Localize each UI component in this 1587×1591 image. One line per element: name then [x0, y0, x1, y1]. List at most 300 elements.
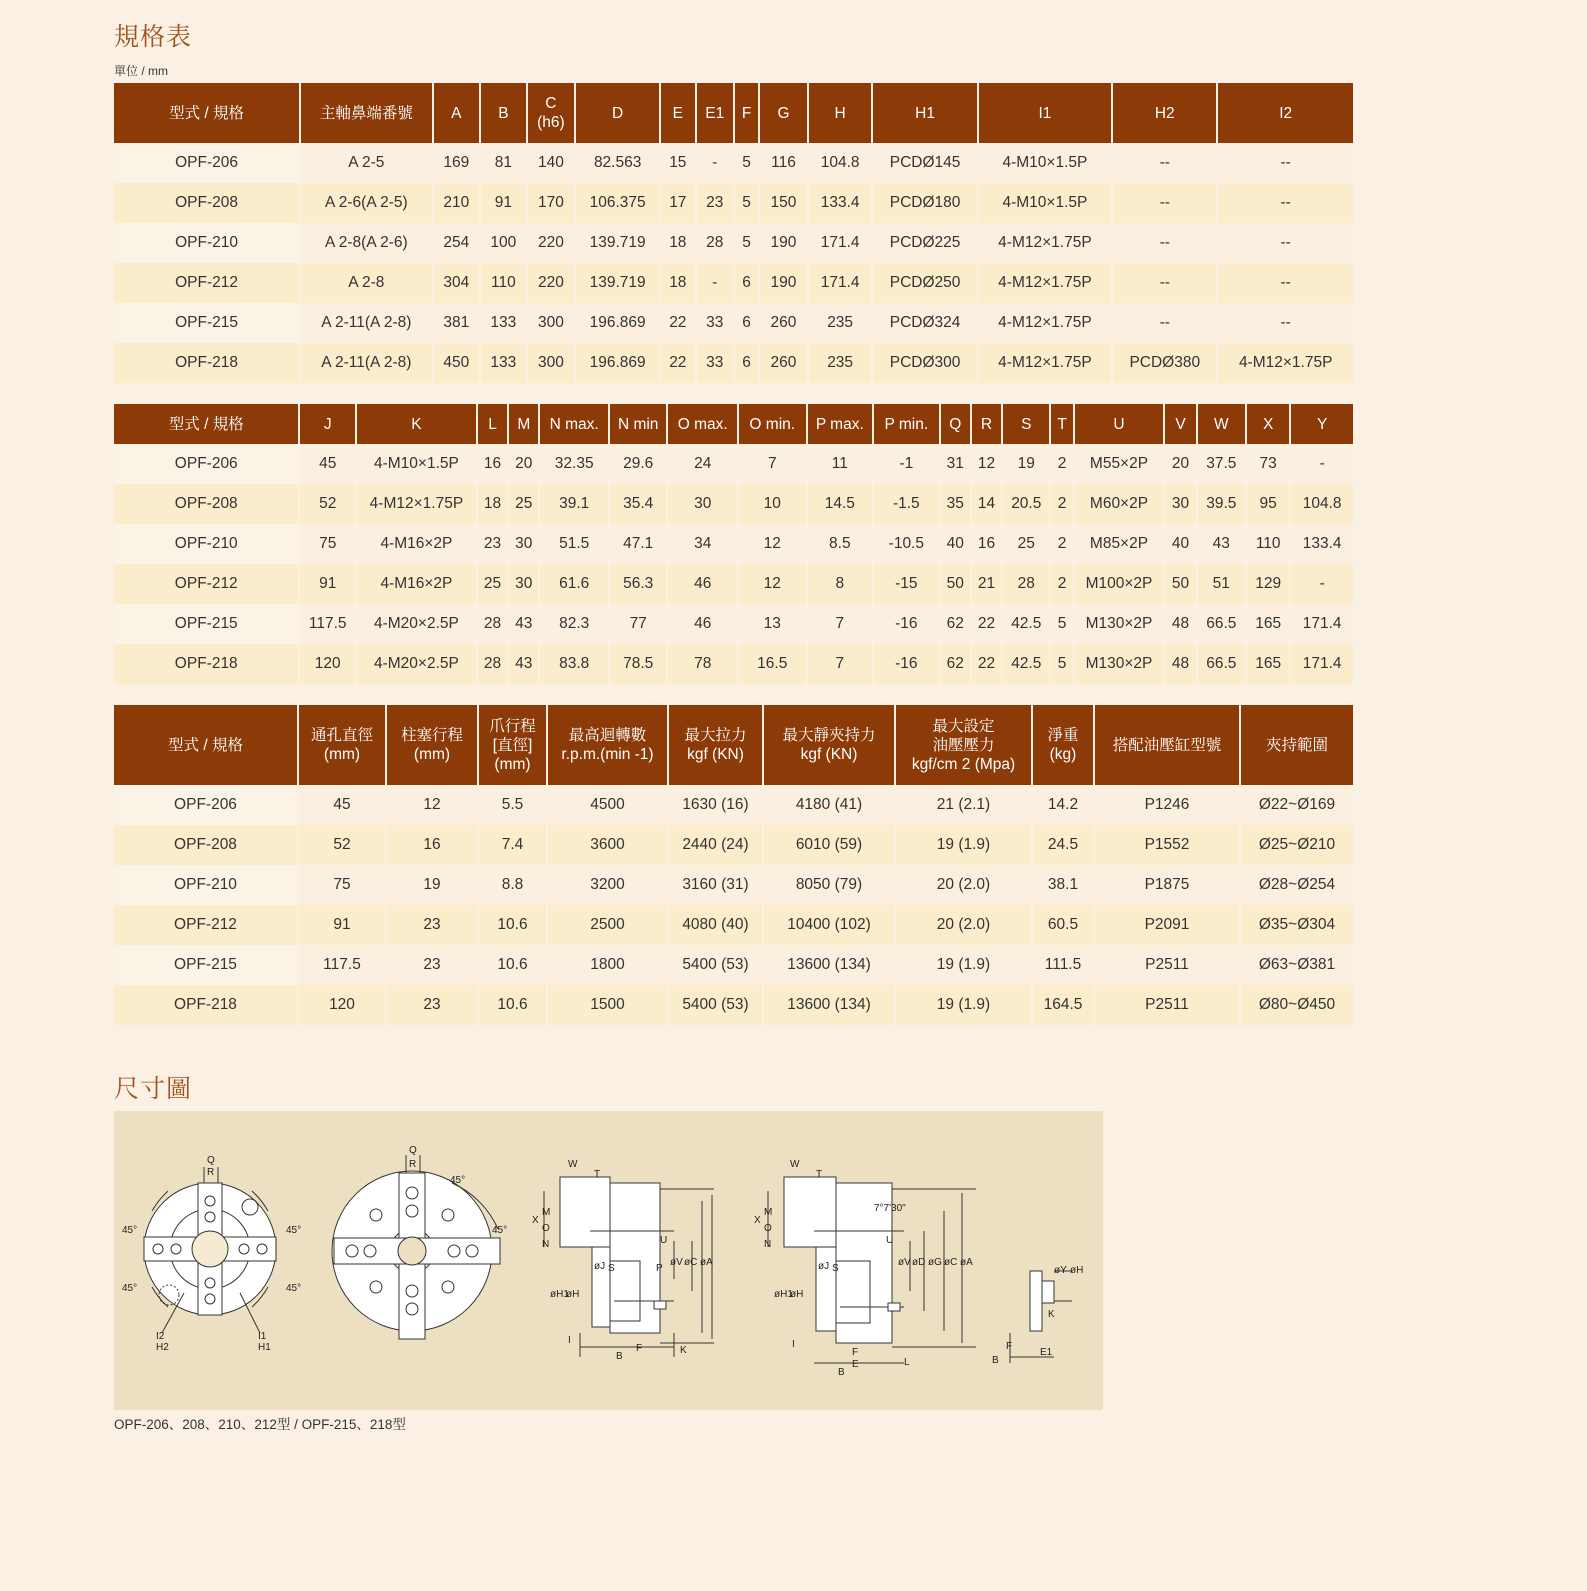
table-cell: 32.35	[539, 444, 609, 484]
table-cell: 8.8	[478, 865, 547, 905]
table-cell: PCDØ300	[872, 343, 977, 383]
table-row	[114, 223, 1353, 263]
table-cell: 5	[734, 143, 759, 183]
table-cell: 210	[433, 183, 481, 223]
column-header: 主軸鼻端番號	[300, 83, 432, 143]
table-cell: 22	[660, 343, 695, 383]
table-cell: 8	[807, 564, 874, 604]
diagram-label-h1d: øH1	[550, 1289, 569, 1300]
table-cell: 10	[738, 484, 807, 524]
diagram-label-w: W	[568, 1159, 578, 1170]
model-cell: OPF-218	[114, 985, 298, 1025]
table-cell: P1246	[1094, 785, 1240, 825]
table-cell: A 2-8(A 2-6)	[300, 223, 432, 263]
table-cell: 300	[527, 343, 576, 383]
model-cell: OPF-208	[114, 484, 299, 524]
table-cell: 78	[667, 644, 738, 684]
table-cell: 5	[734, 183, 759, 223]
table-cell: 4-M12×1.75P	[978, 343, 1113, 383]
table-cell: 23	[386, 985, 478, 1025]
column-header: P max.	[807, 404, 874, 444]
table-cell: 260	[759, 303, 808, 343]
table-cell: 117.5	[298, 945, 386, 985]
table-cell: Ø80~Ø450	[1240, 985, 1353, 1025]
diagram-label-s: S	[608, 1263, 615, 1274]
table-cell: 220	[527, 263, 576, 303]
column-header: 型式 / 規格	[114, 83, 300, 143]
table-cell: 95	[1246, 484, 1290, 524]
table-cell: 4-M20×2.5P	[356, 644, 477, 684]
column-header: Y	[1290, 404, 1353, 444]
model-cell: OPF-206	[114, 444, 299, 484]
column-header: 最大設定 油壓壓力 kgf/cm 2 (Mpa)	[895, 705, 1032, 785]
table-cell: 5	[1050, 604, 1073, 644]
model-cell: OPF-206	[114, 785, 298, 825]
table-cell: 4-M16×2P	[356, 564, 477, 604]
column-header: M	[508, 404, 539, 444]
table-cell: 6	[734, 263, 759, 303]
table-cell: 19 (1.9)	[895, 825, 1032, 865]
diagram-label-t: T	[816, 1169, 823, 1180]
table-cell: Ø35~Ø304	[1240, 905, 1353, 945]
table-cell: 50	[1164, 564, 1196, 604]
table-cell: 13600 (134)	[763, 985, 895, 1025]
table-cell: 254	[433, 223, 481, 263]
table-cell: 51	[1197, 564, 1246, 604]
diagram-label-i: I	[792, 1339, 795, 1350]
model-cell: OPF-208	[114, 183, 300, 223]
column-header: O min.	[738, 404, 807, 444]
table-cell: 2	[1050, 484, 1073, 524]
table-cell: 164.5	[1032, 985, 1094, 1025]
diagram-label-a: øA	[960, 1257, 973, 1268]
table-cell: 8050 (79)	[763, 865, 895, 905]
diagram-label-o: O	[764, 1223, 772, 1234]
table-cell: 110	[480, 263, 527, 303]
table-cell: 5.5	[478, 785, 547, 825]
table-cell: 78.5	[609, 644, 667, 684]
table-cell: PCDØ145	[872, 143, 977, 183]
table-cell: 4-M12×1.75P	[978, 263, 1113, 303]
model-cell: OPF-210	[114, 524, 299, 564]
model-cell: OPF-218	[114, 644, 299, 684]
column-header: H2	[1112, 83, 1217, 143]
diagram-label-b: B	[616, 1351, 623, 1362]
diagram-label-x: X	[754, 1215, 761, 1226]
table-cell: 39.1	[539, 484, 609, 524]
table-cell: 4-M16×2P	[356, 524, 477, 564]
table-cell: 60.5	[1032, 905, 1094, 945]
table-cell: 48	[1164, 644, 1196, 684]
table-cell: 73	[1246, 444, 1290, 484]
table-cell: 104.8	[808, 143, 873, 183]
table-cell: 260	[759, 343, 808, 383]
table-cell: 30	[667, 484, 738, 524]
table-cell: 2	[1050, 524, 1073, 564]
table-cell: Ø25~Ø210	[1240, 825, 1353, 865]
table-cell: Ø22~Ø169	[1240, 785, 1353, 825]
table-cell: -16	[873, 604, 940, 644]
table-cell: 25	[477, 564, 508, 604]
table-cell: 17	[660, 183, 695, 223]
table-cell: 23	[696, 183, 734, 223]
table-cell: 3600	[547, 825, 668, 865]
table-cell: PCDØ324	[872, 303, 977, 343]
table-cell: 117.5	[299, 604, 355, 644]
table-cell: 190	[759, 263, 808, 303]
table-cell: 2	[1050, 444, 1073, 484]
table-cell: 43	[1197, 524, 1246, 564]
table-cell: 133.4	[1290, 524, 1353, 564]
table-cell: 24	[667, 444, 738, 484]
table-cell: -	[696, 143, 734, 183]
column-header: 柱塞行程 (mm)	[386, 705, 478, 785]
table-cell: 4080 (40)	[668, 905, 763, 945]
table-cell: 4-M12×1.75P	[356, 484, 477, 524]
table-row	[114, 865, 1353, 905]
table-cell: 381	[433, 303, 481, 343]
table-cell: 165	[1246, 604, 1290, 644]
table-cell: -	[1290, 564, 1353, 604]
column-header: J	[299, 404, 355, 444]
column-header: D	[575, 83, 660, 143]
table-cell: 20.5	[1002, 484, 1050, 524]
table-cell: -	[696, 263, 734, 303]
table-cell: 91	[480, 183, 527, 223]
table-cell: PCDØ250	[872, 263, 977, 303]
table-cell: 20	[508, 444, 539, 484]
table-cell: 133	[480, 303, 527, 343]
table-cell: PCDØ180	[872, 183, 977, 223]
table-cell: PCDØ225	[872, 223, 977, 263]
table-cell: 13	[738, 604, 807, 644]
table-cell: 38.1	[1032, 865, 1094, 905]
table-cell: 19	[1002, 444, 1050, 484]
column-header: A	[433, 83, 481, 143]
column-header: 最大靜夾持力 kgf (KN)	[763, 705, 895, 785]
column-header: I1	[978, 83, 1113, 143]
column-header: V	[1164, 404, 1196, 444]
column-header: O max.	[667, 404, 738, 444]
model-cell: OPF-206	[114, 143, 300, 183]
table-cell: 10.6	[478, 985, 547, 1025]
table-cell: 2500	[547, 905, 668, 945]
diagram-label-l: L	[904, 1357, 910, 1368]
dimension-title: 尺寸圖	[114, 1074, 193, 1103]
table-cell: 56.3	[609, 564, 667, 604]
column-header: 淨重 (kg)	[1032, 705, 1094, 785]
column-header: T	[1050, 404, 1073, 444]
diagram-label-x: X	[532, 1215, 539, 1226]
table-row	[114, 644, 1353, 684]
table-header-row	[114, 83, 1353, 143]
table-cell: 11	[807, 444, 874, 484]
table-cell: 4-M20×2.5P	[356, 604, 477, 644]
table-cell: 169	[433, 143, 481, 183]
table-cell: 196.869	[575, 303, 660, 343]
table-cell: 4-M12×1.75P	[978, 303, 1113, 343]
diagram-label-e1: E1	[1040, 1347, 1053, 1358]
table-cell: P2511	[1094, 945, 1240, 985]
table-cell: 62	[940, 604, 971, 644]
diagram-label-deg45: 45°	[122, 1283, 138, 1294]
diagram-label-r: R	[207, 1167, 215, 1178]
spec-title: 規格表	[114, 22, 193, 51]
table-cell: 42.5	[1002, 604, 1050, 644]
diagram-label-k: K	[680, 1345, 687, 1356]
table-cell: -	[1290, 444, 1353, 484]
table-cell: 5	[1050, 644, 1073, 684]
table-cell: 82.3	[539, 604, 609, 644]
table-cell: 75	[298, 865, 386, 905]
diagram-label-t: T	[594, 1169, 601, 1180]
table-cell: 220	[527, 223, 576, 263]
table-header-row	[114, 404, 1353, 444]
table-cell: 50	[940, 564, 971, 604]
table-cell: 83.8	[539, 644, 609, 684]
diagram-label-c: øC	[684, 1257, 698, 1268]
diagram-label-hd: øH	[566, 1289, 580, 1300]
diagram-label-e: E	[852, 1359, 859, 1370]
table-row	[114, 143, 1353, 183]
table-cell: 39.5	[1197, 484, 1246, 524]
column-header: U	[1074, 404, 1165, 444]
diagram-label-hd: øH	[1070, 1265, 1084, 1276]
table-cell: 28	[696, 223, 734, 263]
table-cell: 25	[1002, 524, 1050, 564]
dimension-drawing-svg	[114, 1111, 1103, 1410]
diagram-label-o: O	[542, 1223, 550, 1234]
table-cell: 4-M10×1.5P	[978, 143, 1113, 183]
table-cell: 7	[738, 444, 807, 484]
table-cell: 91	[299, 564, 355, 604]
table-cell: 16.5	[738, 644, 807, 684]
column-header: H1	[872, 83, 977, 143]
table-cell: 20 (2.0)	[895, 905, 1032, 945]
diagram-label-h1: H1	[258, 1342, 271, 1353]
table-cell: 129	[1246, 564, 1290, 604]
table-cell: 4500	[547, 785, 668, 825]
table-cell: A 2-11(A 2-8)	[300, 303, 432, 343]
table-cell: 34	[667, 524, 738, 564]
table-cell: 3200	[547, 865, 668, 905]
table-cell: 62	[940, 644, 971, 684]
model-cell: OPF-218	[114, 343, 300, 383]
table-cell: 171.4	[1290, 644, 1353, 684]
table-cell: 120	[299, 644, 355, 684]
table-cell: -1	[873, 444, 940, 484]
table-cell: 2440 (24)	[668, 825, 763, 865]
table-cell: 82.563	[575, 143, 660, 183]
table-cell: 43	[508, 644, 539, 684]
table-cell: 46	[667, 604, 738, 644]
table-cell: 12	[971, 444, 1002, 484]
table-row	[114, 564, 1353, 604]
table-cell: 75	[299, 524, 355, 564]
diagram-label-deg45: 45°	[286, 1283, 302, 1294]
table-cell: 6	[734, 303, 759, 343]
table-cell: 22	[971, 644, 1002, 684]
table-cell: -10.5	[873, 524, 940, 564]
table-cell: 42.5	[1002, 644, 1050, 684]
column-header: 最高迴轉數 r.p.m.(min -1)	[547, 705, 668, 785]
diagram-label-deg45: 45°	[286, 1225, 302, 1236]
table-cell: M55×2P	[1074, 444, 1165, 484]
table-cell: 139.719	[575, 223, 660, 263]
diagram-label-g: øG	[928, 1257, 942, 1268]
table-cell: M130×2P	[1074, 604, 1165, 644]
drawing-caption: OPF-206、208、210、212型 / OPF-215、218型	[114, 1417, 406, 1432]
table-cell: --	[1217, 303, 1353, 343]
diagram-label-p: P	[656, 1263, 663, 1274]
diagram-label-m: M	[764, 1207, 773, 1218]
spec-table-1	[114, 83, 1353, 383]
table-cell: 40	[1164, 524, 1196, 564]
table-cell: 10.6	[478, 905, 547, 945]
table-cell: 120	[298, 985, 386, 1025]
table-cell: 24.5	[1032, 825, 1094, 865]
table-cell: 77	[609, 604, 667, 644]
diagram-label-q: Q	[207, 1155, 215, 1166]
diagram-label-v: øV	[898, 1257, 911, 1268]
table-row	[114, 905, 1353, 945]
table-cell: 47.1	[609, 524, 667, 564]
diagram-label-m: M	[542, 1207, 551, 1218]
table-cell: 190	[759, 223, 808, 263]
diagram-label-q: Q	[409, 1145, 417, 1156]
table-cell: 45	[298, 785, 386, 825]
table-cell: 7	[807, 604, 874, 644]
column-header: L	[477, 404, 508, 444]
diagram-label-c: øC	[944, 1257, 958, 1268]
table-row	[114, 484, 1353, 524]
column-header: 型式 / 規格	[114, 404, 299, 444]
diagram-label-n: N	[542, 1239, 550, 1250]
column-header: C (h6)	[527, 83, 576, 143]
table-row	[114, 444, 1353, 484]
diagram-label-h1d: øH1	[774, 1289, 793, 1300]
table-cell: 4-M12×1.75P	[978, 223, 1113, 263]
table-cell: 7	[807, 644, 874, 684]
table-row	[114, 524, 1353, 564]
table-cell: 81	[480, 143, 527, 183]
table-cell: 10.6	[478, 945, 547, 985]
table-row	[114, 985, 1353, 1025]
column-header: 搭配油壓缸型號	[1094, 705, 1240, 785]
diagram-label-f: F	[1006, 1341, 1013, 1352]
diagram-label-j: øJ	[818, 1261, 830, 1272]
model-cell: OPF-215	[114, 303, 300, 343]
table-cell: 23	[477, 524, 508, 564]
spec-table-3	[114, 705, 1353, 1025]
column-header: 夾持範圍	[1240, 705, 1353, 785]
table-cell: --	[1217, 223, 1353, 263]
diagram-label-j: øJ	[594, 1261, 606, 1272]
column-header: P min.	[873, 404, 940, 444]
table-cell: --	[1217, 263, 1353, 303]
table-cell: 37.5	[1197, 444, 1246, 484]
diagram-label-deg45: 45°	[492, 1225, 508, 1236]
table-cell: A 2-5	[300, 143, 432, 183]
model-cell: OPF-210	[114, 865, 298, 905]
diagram-label-b: B	[992, 1355, 999, 1366]
table-cell: 46	[667, 564, 738, 604]
diagram-label-h2: H2	[156, 1342, 169, 1353]
table-cell: -16	[873, 644, 940, 684]
diagram-label-f: F	[636, 1343, 643, 1354]
dimension-drawing	[114, 1111, 1103, 1410]
table-cell: 19 (1.9)	[895, 985, 1032, 1025]
table-cell: 100	[480, 223, 527, 263]
table-cell: 171.4	[808, 263, 873, 303]
table-cell: 12	[738, 524, 807, 564]
column-header: N min	[609, 404, 667, 444]
table-cell: --	[1217, 143, 1353, 183]
column-header: 型式 / 規格	[114, 705, 298, 785]
table-cell: 110	[1246, 524, 1290, 564]
table-cell: 15	[660, 143, 695, 183]
table-cell: 1800	[547, 945, 668, 985]
table-cell: -1.5	[873, 484, 940, 524]
table-cell: 12	[738, 564, 807, 604]
table-cell: 4-M10×1.5P	[356, 444, 477, 484]
spec-table-2	[114, 404, 1353, 684]
table-cell: 51.5	[539, 524, 609, 564]
diagram-label-k: K	[1048, 1309, 1055, 1320]
table-cell: --	[1112, 183, 1217, 223]
column-header: W	[1197, 404, 1246, 444]
model-cell: OPF-212	[114, 564, 299, 604]
model-cell: OPF-210	[114, 223, 300, 263]
column-header: E1	[696, 83, 734, 143]
table-cell: 18	[660, 223, 695, 263]
column-header: K	[356, 404, 477, 444]
diagram-label-u: U	[660, 1235, 668, 1246]
table-cell: 21 (2.1)	[895, 785, 1032, 825]
diagram-label-i: I	[568, 1335, 571, 1346]
table-cell: 7.4	[478, 825, 547, 865]
model-cell: OPF-215	[114, 945, 298, 985]
table-cell: 61.6	[539, 564, 609, 604]
front-view-1	[144, 1167, 276, 1333]
table-cell: 66.5	[1197, 644, 1246, 684]
table-cell: 13600 (134)	[763, 945, 895, 985]
model-cell: OPF-212	[114, 263, 300, 303]
table-cell: M100×2P	[1074, 564, 1165, 604]
diagram-label-n: N	[764, 1239, 772, 1250]
diagram-label-angle: 7°7'30"	[874, 1203, 906, 1214]
table-cell: 22	[660, 303, 695, 343]
table-cell: 6	[734, 343, 759, 383]
table-cell: PCDØ380	[1112, 343, 1217, 383]
table-cell: 43	[508, 604, 539, 644]
table-cell: 29.6	[609, 444, 667, 484]
column-header: 通孔直徑 (mm)	[298, 705, 386, 785]
column-header: Q	[940, 404, 971, 444]
diagram-label-deg45: 45°	[122, 1225, 138, 1236]
table-cell: 48	[1164, 604, 1196, 644]
table-cell: 1630 (16)	[668, 785, 763, 825]
column-header: I2	[1217, 83, 1353, 143]
table-cell: 104.8	[1290, 484, 1353, 524]
column-header: R	[971, 404, 1002, 444]
table-cell: 20 (2.0)	[895, 865, 1032, 905]
table-cell: 140	[527, 143, 576, 183]
table-cell: 30	[1164, 484, 1196, 524]
table-cell: 30	[508, 524, 539, 564]
table-row	[114, 303, 1353, 343]
table-cell: 28	[477, 604, 508, 644]
